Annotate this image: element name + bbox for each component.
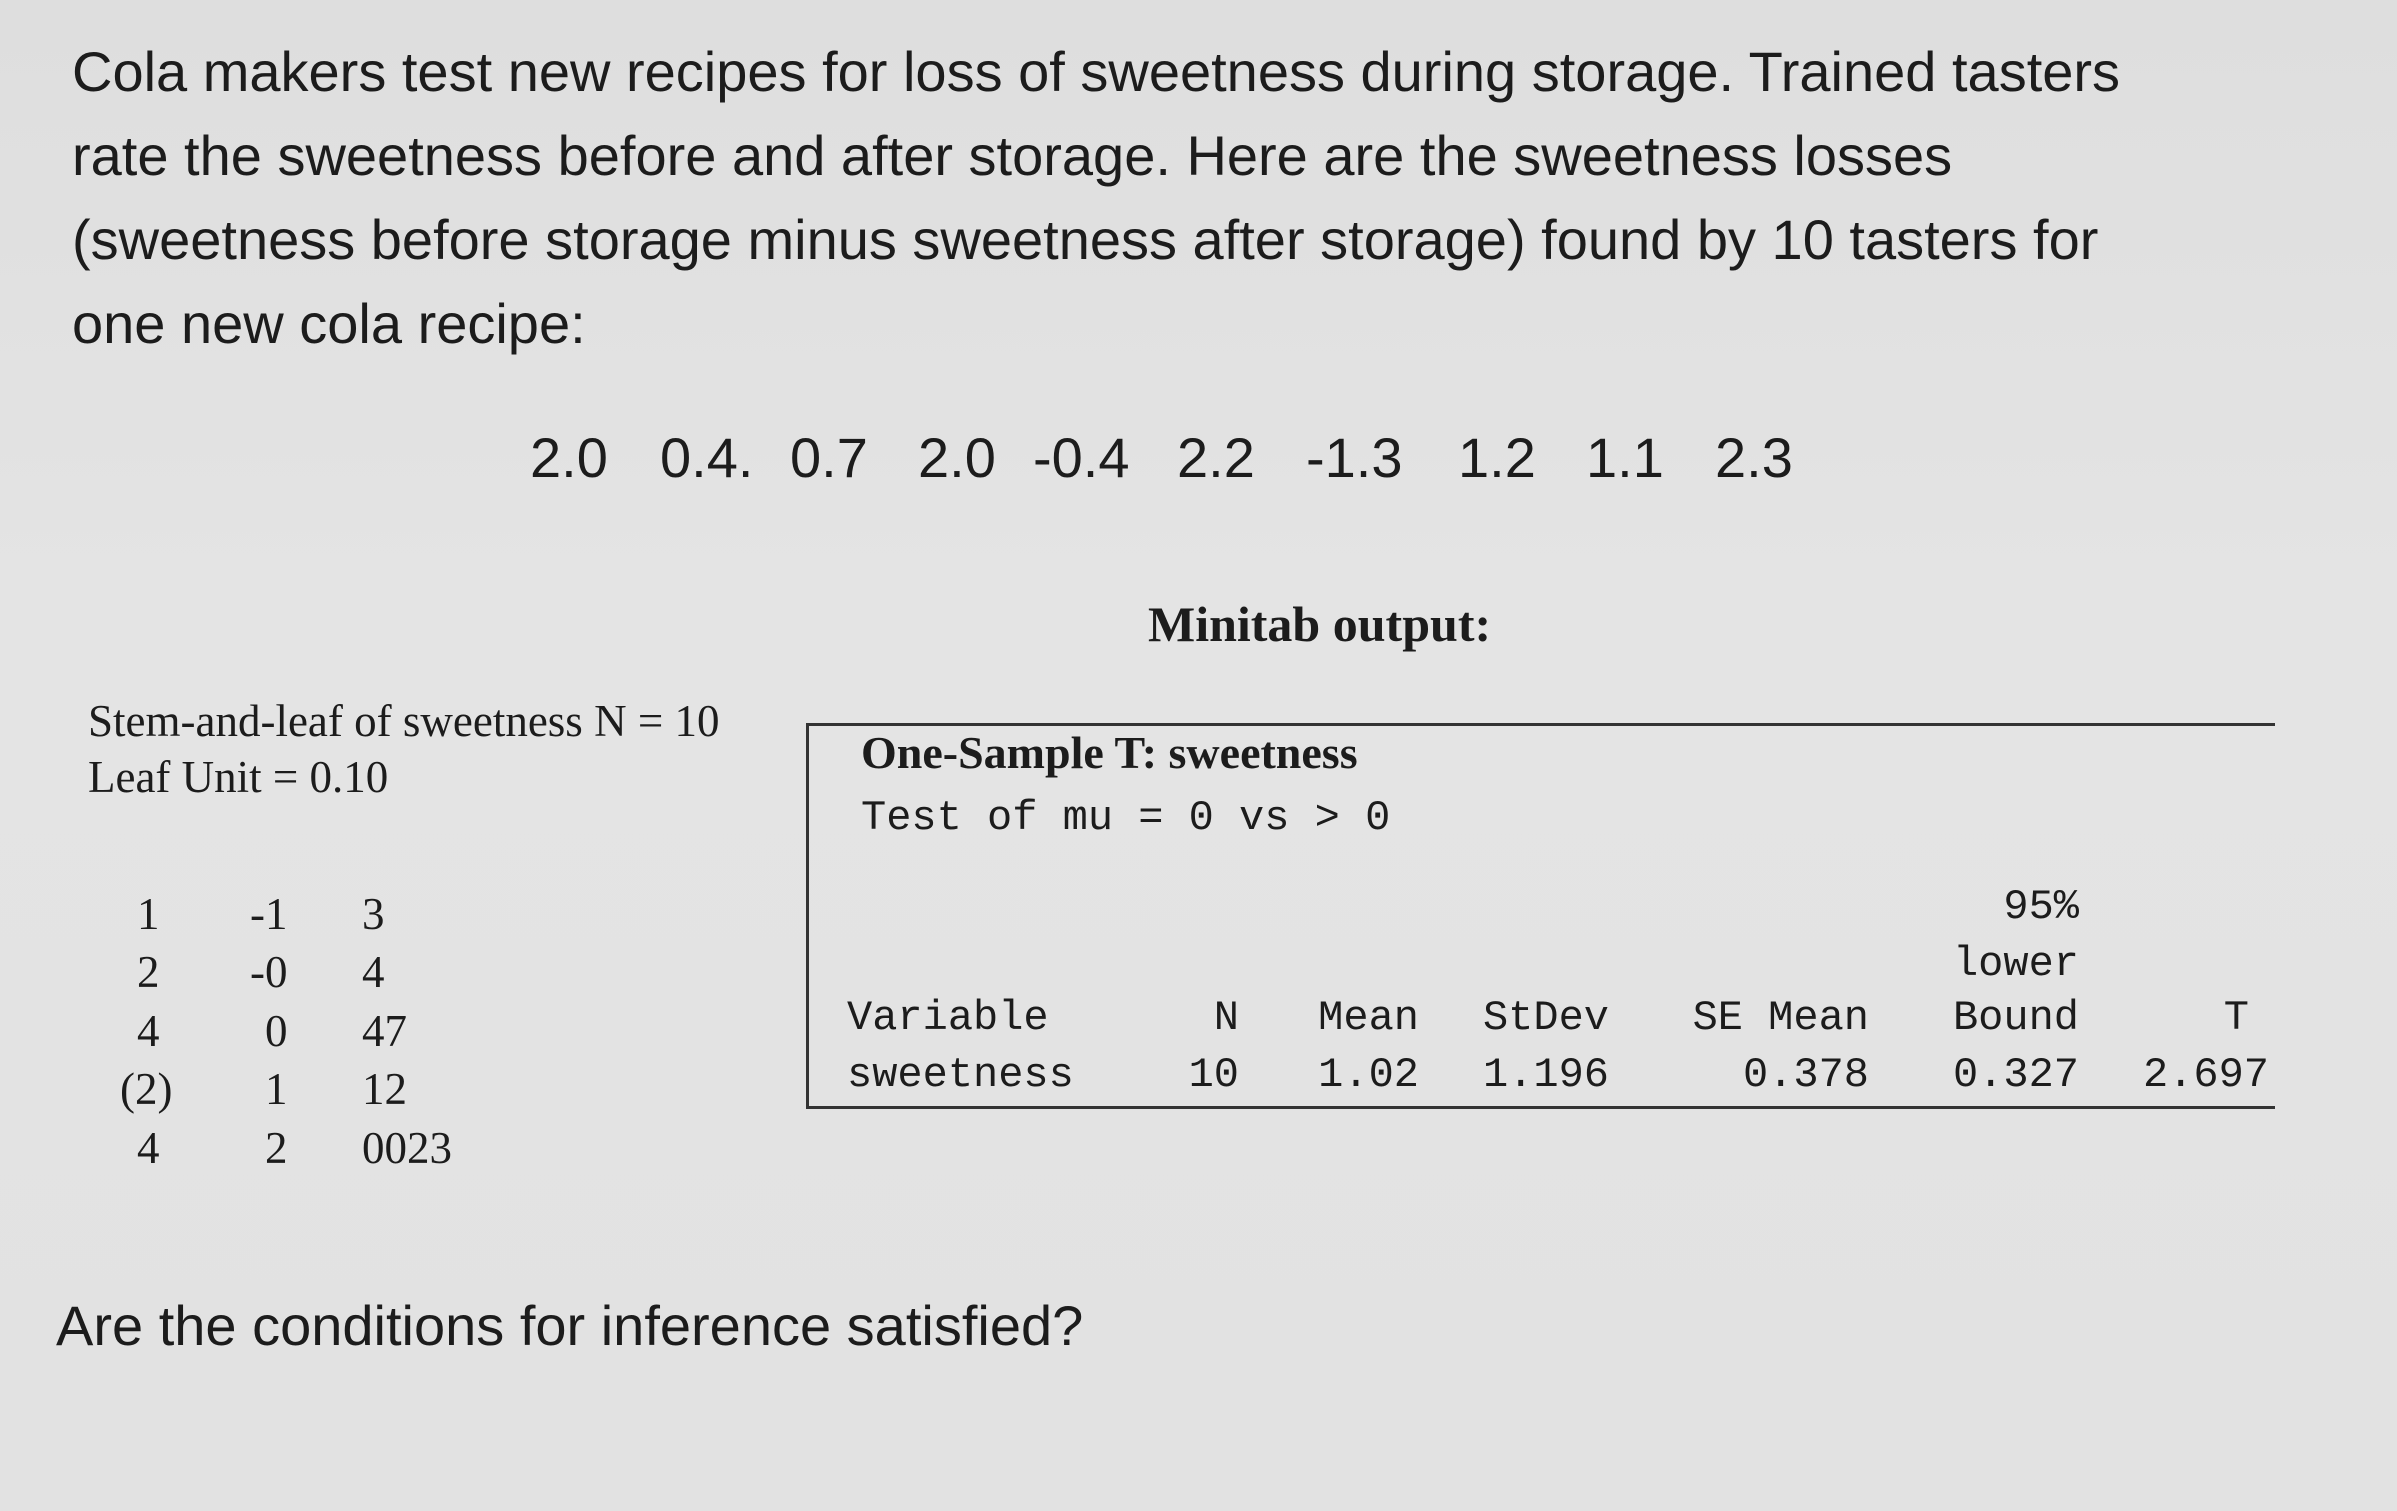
stem-value: 0 bbox=[265, 1006, 288, 1056]
row-se-mean: 0.378 bbox=[1742, 1051, 1869, 1099]
stem-leaf-title bbox=[88, 693, 719, 805]
output-title: One-Sample T: sweetness bbox=[861, 727, 1358, 778]
data-value: 0.4. bbox=[660, 426, 754, 489]
header-mean: Mean bbox=[1318, 994, 1419, 1042]
row-bound: 0.327 bbox=[1952, 1051, 2079, 1099]
row-variable: sweetness bbox=[847, 1051, 1074, 1099]
intro-line: rate the sweetness before and after storage. Here are the sweetness losses bbox=[72, 124, 1953, 187]
intro-line: Cola makers test new recipes for loss of sweetness during storage. Trained tasters bbox=[72, 40, 2121, 103]
header-bound-line2: lower bbox=[1952, 940, 2079, 988]
stem-leaf-heading: Stem-and-leaf of sweetness N = 10 bbox=[88, 696, 720, 746]
stem-count: 4 bbox=[137, 1123, 160, 1173]
intro-line: one new cola recipe: bbox=[72, 292, 586, 355]
data-value: 1.1 bbox=[1586, 426, 1664, 489]
data-value: 2.3 bbox=[1715, 426, 1793, 489]
data-value: 2.0 bbox=[530, 426, 608, 489]
intro-line: (sweetness before storage minus sweetness after storage) found by 10 tasters for bbox=[72, 208, 2099, 271]
minitab-output-box bbox=[806, 723, 2275, 1109]
data-value: -1.3 bbox=[1306, 426, 1403, 489]
header-t: T bbox=[2223, 994, 2249, 1042]
stem-value: 1 bbox=[265, 1064, 288, 1114]
stem-leaves: 3 bbox=[362, 889, 385, 939]
data-value: 0.7 bbox=[790, 426, 868, 489]
row-t: 2.697 bbox=[2142, 1051, 2269, 1099]
stem-leaves: 12 bbox=[362, 1064, 407, 1114]
header-n: N bbox=[1213, 994, 1239, 1042]
stem-count: 2 bbox=[137, 947, 160, 997]
row-mean: 1.02 bbox=[1318, 1051, 1419, 1099]
stem-count: 4 bbox=[137, 1006, 160, 1056]
stem-leaves: 0023 bbox=[362, 1123, 452, 1173]
data-value: 2.0 bbox=[918, 426, 996, 489]
header-bound-line1: 95% bbox=[2003, 883, 2079, 931]
header-se-mean: SE Mean bbox=[1692, 994, 1869, 1042]
stem-leaves: 47 bbox=[362, 1006, 407, 1056]
header-variable: Variable bbox=[847, 994, 1049, 1042]
data-value: -0.4 bbox=[1033, 426, 1130, 489]
test-statement: Test of mu = 0 vs > 0 bbox=[861, 794, 1391, 842]
leaf-unit: Leaf Unit = 0.10 bbox=[88, 752, 389, 802]
stem-value: 2 bbox=[265, 1123, 288, 1173]
header-bound-line3: Bound bbox=[1952, 994, 2079, 1042]
row-n: 10 bbox=[1188, 1051, 1239, 1099]
header-stdev: StDev bbox=[1482, 994, 1609, 1042]
question-text: Are the conditions for inference satisfied? bbox=[56, 1294, 1084, 1357]
stem-value: -0 bbox=[250, 947, 288, 997]
stem-count: (2) bbox=[120, 1064, 173, 1114]
stem-count: 1 bbox=[137, 889, 160, 939]
stem-leaves: 4 bbox=[362, 947, 385, 997]
row-stdev: 1.196 bbox=[1482, 1051, 1609, 1099]
problem-statement bbox=[72, 30, 2222, 366]
stem-value: -1 bbox=[250, 889, 288, 939]
data-value: 1.2 bbox=[1458, 426, 1536, 489]
minitab-heading: Minitab output: bbox=[1148, 596, 1492, 652]
data-value: 2.2 bbox=[1177, 426, 1255, 489]
